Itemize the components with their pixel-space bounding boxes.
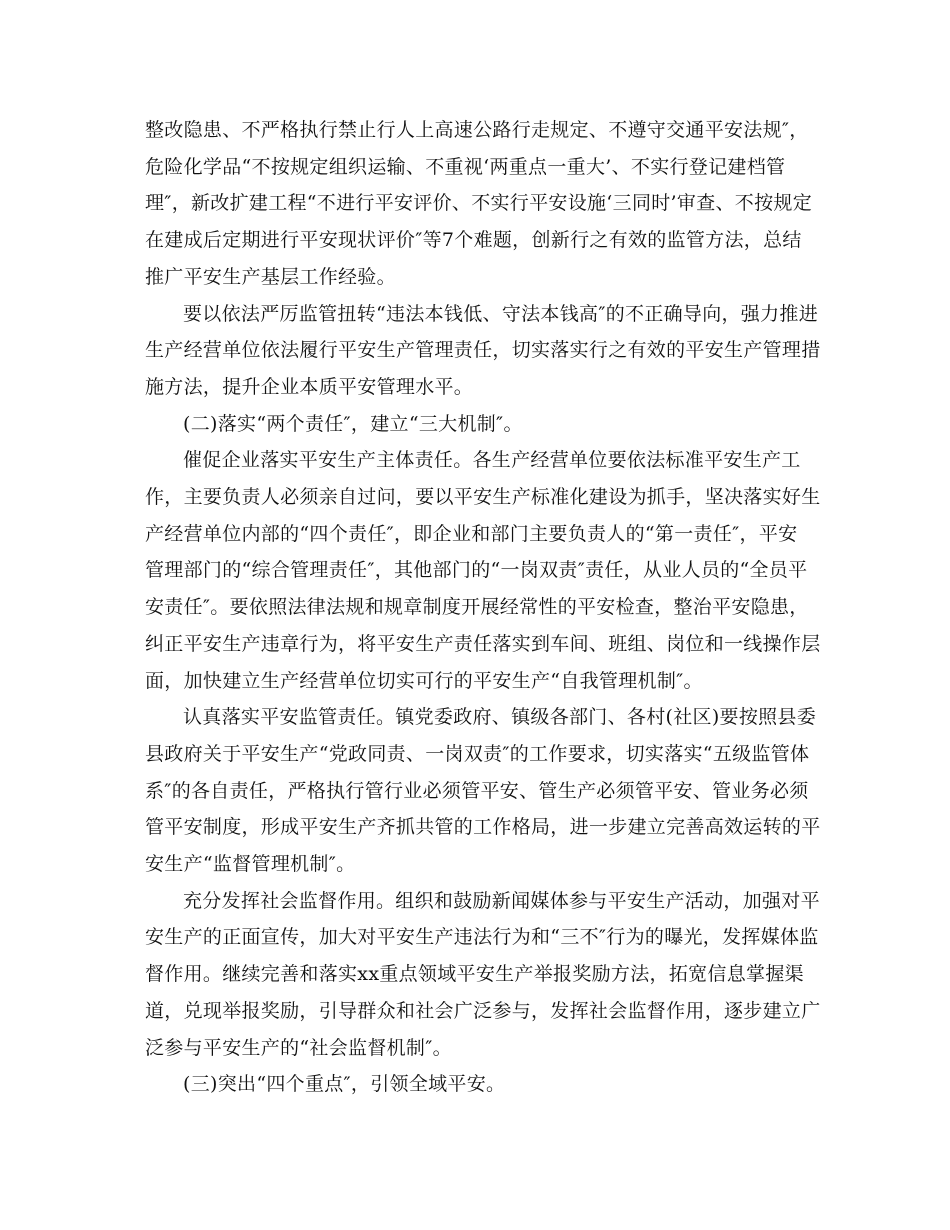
paragraph-line: 要以依法严厉监管扭转“违法本钱低、守法本钱高″的不正确导向，强力推进 (183, 302, 819, 325)
paragraph-line: 危险化学品“不按规定组织运输、不重视‘两重点一重大’、不实行登记建档管 (145, 155, 786, 178)
paragraph-line: 督作用。继续完善和落实xx重点领域平安生产举报奖励方法，拓宽信息掌握渠 (145, 963, 804, 986)
paragraph-line: 泛参与平安生产的“社会监督机制″。 (145, 1036, 452, 1059)
paragraph-line: 纠正平安生产违章行为，将平安生产责任落实到车间、班组、岗位和一线操作层 (145, 632, 821, 655)
paragraph-line: 县政府关于平安生产“党政同责、一岗双责″的工作要求，切实落实“五级监管体 (145, 742, 810, 765)
paragraph-line: 道，兑现举报奖励，引导群众和社会广泛参与，发挥社会监督作用，逐步建立广 (145, 999, 821, 1022)
paragraph-line: 在建成后定期进行平安现状评价″等7个难题，创新行之有效的监管方法，总结 (145, 229, 802, 252)
paragraph-line: 施方法，提升企业本质平安管理水平。 (145, 375, 474, 398)
paragraph-p7 (145, 1066, 810, 1103)
paragraph-line: 理″，新改扩建工程“不进行平安评价、不实行平安设施‘三同时’审查、不按规定 (145, 192, 812, 215)
paragraph-line: 安责任″。要依照法律法规和规章制度开展经常性的平安检查，整治平安隐患， (145, 596, 809, 619)
paragraph-p5 (145, 699, 821, 883)
paragraph-line: 充分发挥社会监督作用。组织和鼓励新闻媒体参与平安生产活动，加强对平 (183, 889, 820, 912)
paragraph-line: (二)落实“两个责任″，建立“三大机制″。 (183, 412, 523, 435)
paragraph-line: 催促企业落实平安生产主体责任。各生产经营单位要依法标准平安生产工 (183, 449, 801, 472)
paragraph-line: 作，主要负责人必须亲自过问，要以平安生产标准化建设为抓手，坚决落实好生 (145, 486, 821, 509)
paragraph-p3 (145, 406, 810, 443)
paragraph-line: 生产经营单位依法履行平安生产管理责任，切实落实行之有效的平安生产管理措 (145, 339, 821, 362)
paragraph-line: 整改隐患、不严格执行禁止行人上高速公路行走规定、不遵守交通平安法规″， (145, 119, 809, 141)
paragraph-line: 管理部门的“综合管理责任″，其他部门的“一岗双责″责任，从业人员的“全员平 (145, 559, 808, 582)
paragraph-p2 (145, 296, 821, 406)
paragraph-p4 (145, 442, 821, 699)
paragraph-line: 产经营单位内部的“四个责任″，即企业和部门主要负责人的“第一责任″，平安 (145, 522, 798, 545)
paragraph-line: 认真落实平安监管责任。镇党委政府、镇级各部门、各村(社区)要按照县委 (183, 706, 817, 729)
paragraph-line: 系″的各自责任，严格执行管行业必须管平安、管生产必须管平安、管业务必须 (145, 779, 809, 802)
paragraph-line: (三)突出“四个重点″，引领全域平安。 (183, 1073, 506, 1096)
paragraph-line: 推广平安生产基层工作经验。 (145, 265, 396, 288)
paragraph-p1 (145, 112, 810, 296)
paragraph-line: 安生产“监督管理机制″。 (145, 853, 356, 876)
paragraph-line: 安生产的正面宣传，加大对平安生产违法行为和“三不″行为的曝光，发挥媒体监 (145, 926, 819, 949)
document-body (145, 112, 821, 1103)
paragraph-line: 管平安制度，形成平安生产齐抓共管的工作格局，进一步建立完善高效运转的平 (145, 816, 821, 839)
paragraph-p6 (145, 883, 821, 1067)
paragraph-line: 面，加快建立生产经营单位切实可行的平安生产“自我管理机制″。 (145, 669, 703, 692)
